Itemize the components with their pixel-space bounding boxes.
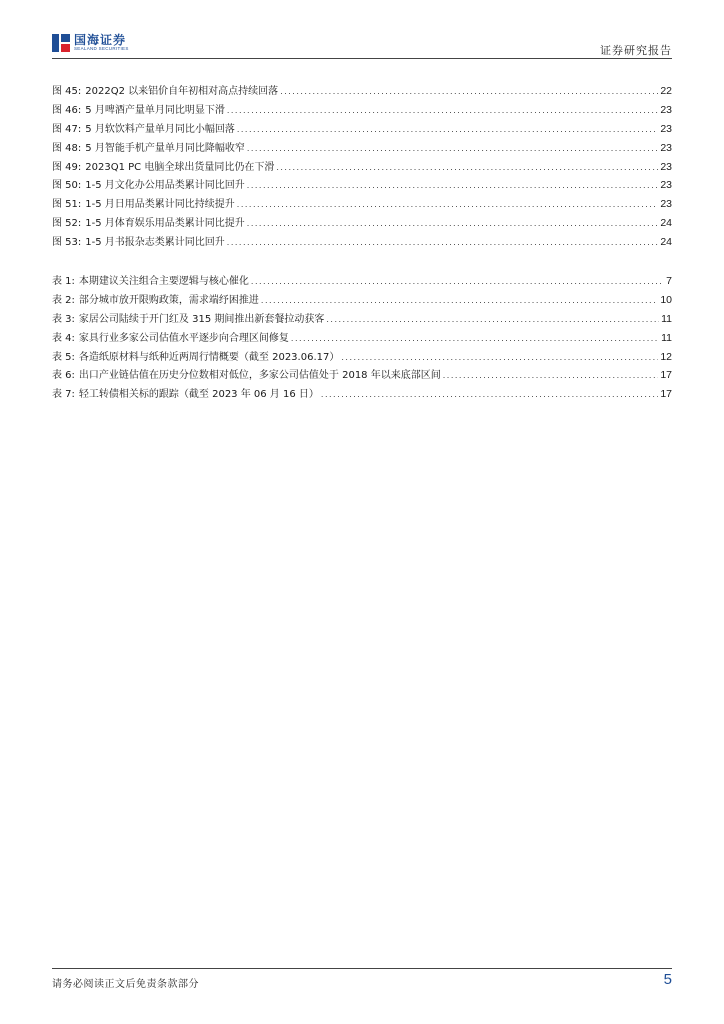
toc-label: 图 49: (52, 161, 82, 173)
toc-page: 22 (660, 85, 672, 97)
toc-label: 图 46: (52, 104, 82, 116)
toc-label: 图 48: (52, 142, 82, 154)
logo-en-text: SEALAND SECURITIES (74, 46, 129, 52)
page-header (52, 30, 672, 60)
toc-label: 图 45: (52, 86, 82, 97)
toc-page: 10 (660, 293, 672, 306)
toc-page: 23 (660, 160, 672, 173)
toc-leader (251, 273, 664, 292)
toc-page: 23 (660, 103, 672, 116)
toc-label: 图 50: (52, 180, 82, 192)
company-logo (52, 32, 129, 54)
toc-leader (227, 234, 659, 253)
toc-page: 23 (660, 179, 672, 192)
toc-title: 5 月软饮料产量单月同比小幅回落 (85, 123, 235, 135)
toc-title: 本期建议关注组合主要逻辑与核心催化 (78, 276, 249, 287)
toc-leader (247, 215, 659, 234)
toc-label: 图 47: (52, 123, 82, 135)
toc-leader (237, 121, 658, 140)
toc-entry[interactable] (52, 385, 672, 404)
logo-cn-text: 国海证券 (74, 33, 127, 48)
toc-entry[interactable] (52, 366, 672, 385)
toc-title: 出口产业链估值在历史分位数相对低位，多家公司估值处于 2018 年以来底部区间 (78, 370, 441, 382)
toc-leader (341, 349, 658, 368)
toc-page: 23 (660, 122, 672, 135)
toc-title: 1-5 月文化办公用品类累计同比回升 (85, 180, 245, 192)
toc-leader (276, 159, 658, 178)
toc-label: 表 6: (52, 370, 75, 382)
toc-title: 2022Q2 以来铝价自年初相对高点持续回落 (85, 86, 279, 97)
toc-page: 7 (666, 275, 672, 287)
toc-entry[interactable] (52, 329, 672, 348)
header-divider (52, 58, 672, 59)
toc-label: 表 4: (52, 332, 75, 344)
report-type: 证券研究报告 (600, 44, 672, 57)
toc-title: 1-5 月书报杂志类累计同比回升 (85, 237, 225, 249)
toc-leader (247, 140, 658, 159)
toc-entry[interactable] (52, 214, 672, 233)
disclaimer-note: 请务必阅读正文后免责条款部分 (52, 979, 199, 990)
toc-title: 家居公司陆续于开门红及 315 期间推出新套餐拉动获客 (78, 313, 325, 325)
toc-title: 轻工转债相关标的跟踪（截至 2023 年 06 月 16 日） (78, 389, 319, 401)
toc-page: 23 (660, 141, 672, 154)
toc-page: 11 (661, 331, 672, 344)
toc-entry[interactable] (52, 272, 672, 291)
footer-divider (52, 968, 672, 969)
toc-page: 12 (660, 350, 672, 363)
figures-list (52, 82, 672, 252)
toc-page: 23 (660, 198, 672, 211)
toc-label: 表 3: (52, 313, 75, 325)
toc-title: 1-5 月日用品类累计同比持续提升 (85, 199, 235, 211)
toc-title: 部分城市放开限购政策，需求端纾困推进 (78, 294, 259, 306)
toc-label: 图 53: (52, 237, 82, 249)
toc-leader (261, 292, 658, 311)
toc-title: 5 月智能手机产量单月同比降幅收窄 (85, 142, 245, 154)
toc-page: 17 (660, 369, 672, 382)
toc-entry[interactable] (52, 101, 672, 120)
page-number: 5 (663, 971, 672, 988)
toc-label: 图 51: (52, 199, 82, 211)
toc-entry[interactable] (52, 82, 672, 101)
toc-leader (326, 311, 659, 330)
toc-title: 各造纸原材料与纸种近两周行情概要（截至 2023.06.17） (78, 351, 340, 363)
toc-label: 表 2: (52, 294, 75, 306)
toc-leader (227, 102, 658, 121)
toc-entry[interactable] (52, 120, 672, 139)
toc-label: 表 5: (52, 351, 75, 363)
toc-label: 表 7: (52, 389, 75, 401)
toc-leader (280, 83, 658, 102)
toc-leader (321, 386, 658, 405)
toc-label: 图 52: (52, 218, 82, 230)
toc-entry[interactable] (52, 310, 672, 329)
toc-entry[interactable] (52, 176, 672, 195)
page-footer (52, 968, 672, 992)
toc-entry[interactable] (52, 195, 672, 214)
toc-title: 1-5 月体育娱乐用品类累计同比提升 (85, 218, 245, 230)
toc-entry[interactable] (52, 348, 672, 367)
toc-page: 24 (660, 217, 672, 230)
toc-leader (291, 330, 659, 349)
toc-leader (237, 196, 659, 215)
toc-page: 24 (660, 236, 672, 249)
logo-mark-icon (52, 34, 70, 52)
toc-label: 表 1: (52, 276, 75, 287)
toc-page: 11 (661, 312, 672, 325)
toc-leader (443, 367, 659, 386)
toc-page: 17 (660, 388, 672, 401)
toc-leader (247, 177, 659, 196)
toc-entry[interactable] (52, 158, 672, 177)
toc-entry[interactable] (52, 233, 672, 252)
tables-list (52, 272, 672, 404)
toc-title: 5 月啤酒产量单月同比明显下滑 (85, 104, 225, 116)
toc-title: 家具行业多家公司估值水平逐步向合理区间修复 (78, 332, 289, 344)
toc-title: 2023Q1 PC 电脑全球出货量同比仍在下滑 (85, 161, 275, 173)
toc-entry[interactable] (52, 291, 672, 310)
toc-entry[interactable] (52, 139, 672, 158)
